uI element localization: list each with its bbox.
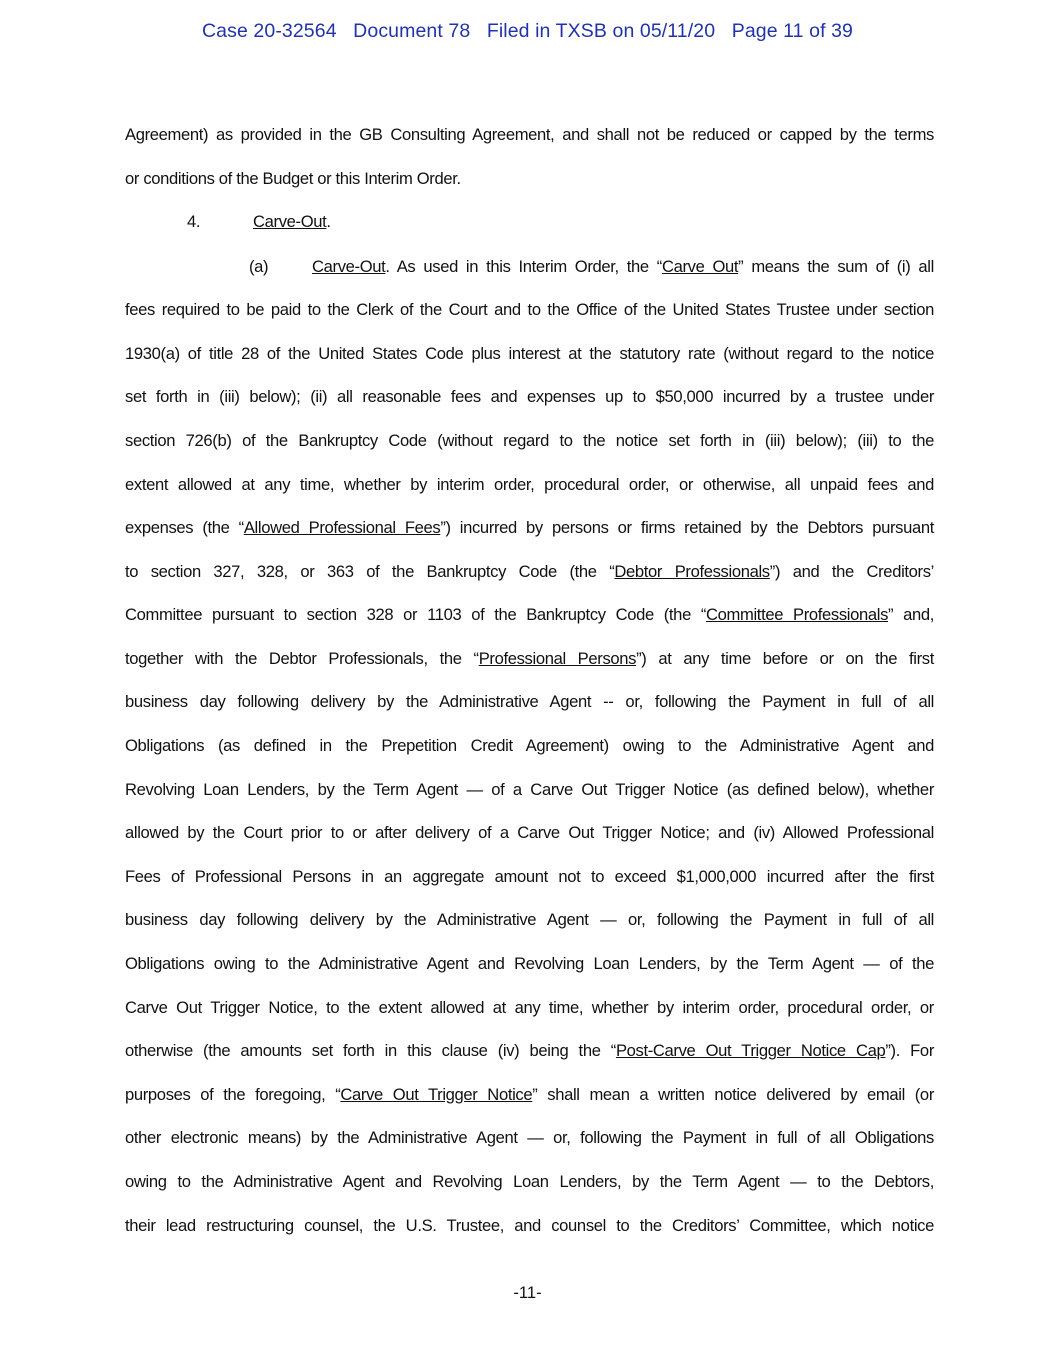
text-run: ”). For xyxy=(885,1041,934,1060)
text-line xyxy=(125,1084,934,1106)
subsection-text xyxy=(312,256,934,278)
text-run: . As used in this Interim Order, the “ xyxy=(385,257,662,276)
text-line: Fees of Professional Persons in an aggregate amount not to exceed $1,000,000 incurred after the first xyxy=(125,867,934,886)
text-line: Agreement) as provided in the GB Consulting Agreement, and shall not be reduced or capped by the terms xyxy=(125,125,934,144)
text-run: purposes of the foregoing, “ xyxy=(125,1085,341,1104)
text-run: together with the Debtor Professionals, the “ xyxy=(125,649,479,668)
defined-term: Allowed Professional Fees xyxy=(243,518,441,537)
text-line: owing to the Administrative Agent and Revolving Loan Lenders, by the Term Agent — to the Debtors, xyxy=(125,1172,934,1191)
text-run: ” means the sum of (i) all xyxy=(738,257,934,276)
section-title-wrap xyxy=(253,211,331,233)
text-run: to section 327, 328, or 363 of the Bankruptcy Code (the “ xyxy=(125,562,615,581)
text-line xyxy=(125,604,934,626)
text-line: Obligations owing to the Administrative Agent and Revolving Loan Lenders, by the Term Agent — of the xyxy=(125,954,934,973)
defined-term: Committee Professionals xyxy=(706,605,889,624)
defined-term: Professional Persons xyxy=(478,649,637,668)
text-run: ” shall mean a written notice delivered by email (or xyxy=(532,1085,934,1104)
text-line: business day following delivery by the Administrative Agent -- or, following the Payment in full of all xyxy=(125,692,934,711)
section-title: Carve-Out xyxy=(253,212,327,231)
text-line xyxy=(125,1040,934,1062)
defined-term: Carve Out Trigger Notice xyxy=(340,1085,533,1104)
defined-term: Debtor Professionals xyxy=(614,562,770,581)
text-run: ”) incurred by persons or firms retained by the Debtors pursuant xyxy=(440,518,934,537)
section-period: . xyxy=(326,212,331,231)
defined-term: Carve Out xyxy=(661,257,739,276)
subsection-label: (a) xyxy=(249,257,269,276)
text-line xyxy=(125,648,934,670)
subsection-title: Carve-Out xyxy=(312,257,386,276)
text-run: otherwise (the amounts set forth in this clause (iv) being the “ xyxy=(125,1041,616,1060)
text-line: Revolving Loan Lenders, by the Term Agent — of a Carve Out Trigger Notice (as defined below), whether xyxy=(125,780,934,799)
text-run: expenses (the “ xyxy=(125,518,244,537)
text-run: ”) at any time before or on the first xyxy=(636,649,934,668)
text-line: fees required to be paid to the Clerk of the Court and to the Office of the United States Trustee under section xyxy=(125,300,934,319)
filing-header: Case 20-32564 Document 78 Filed in TXSB on 05/11/20 Page 11 of 39 xyxy=(201,20,854,42)
text-line: other electronic means) by the Administrative Agent — or, following the Payment in full of all Obligations xyxy=(125,1128,934,1147)
text-line xyxy=(125,561,934,583)
text-line: Obligations (as defined in the Prepetition Credit Agreement) owing to the Administrative Agent and xyxy=(125,736,934,755)
text-line: business day following delivery by the Administrative Agent — or, following the Payment in full of all xyxy=(125,910,934,929)
defined-term: Post-Carve Out Trigger Notice Cap xyxy=(615,1041,886,1060)
page-number: -11- xyxy=(513,1283,542,1302)
text-run: Committee pursuant to section 328 or 1103 of the Bankruptcy Code (the “ xyxy=(125,605,707,624)
text-line xyxy=(125,517,934,539)
text-line: Carve Out Trigger Notice, to the extent allowed at any time, whether by interim order, procedural order, or xyxy=(125,998,934,1017)
text-line: section 726(b) of the Bankruptcy Code (without regard to the notice set forth in (iii) below); (iii) to the xyxy=(125,431,934,450)
section-number: 4. xyxy=(187,212,201,231)
text-line: or conditions of the Budget or this Interim Order. xyxy=(125,169,461,188)
text-line: extent allowed at any time, whether by interim order, procedural order, or otherwise, all unpaid fees and xyxy=(125,475,934,494)
text-line: 1930(a) of title 28 of the United States Code plus interest at the statutory rate (without regard to the notice xyxy=(125,344,934,363)
text-line: their lead restructuring counsel, the U.S. Trustee, and counsel to the Creditors’ Committee, which notice xyxy=(125,1216,934,1235)
text-run: ”) and the Creditors’ xyxy=(769,562,935,581)
text-run: ” and, xyxy=(888,605,935,624)
text-line: allowed by the Court prior to or after delivery of a Carve Out Trigger Notice; and (iv) Allowed Professional xyxy=(125,823,934,842)
text-line: set forth in (iii) below); (ii) all reasonable fees and expenses up to $50,000 incurred by a trustee under xyxy=(125,387,934,406)
